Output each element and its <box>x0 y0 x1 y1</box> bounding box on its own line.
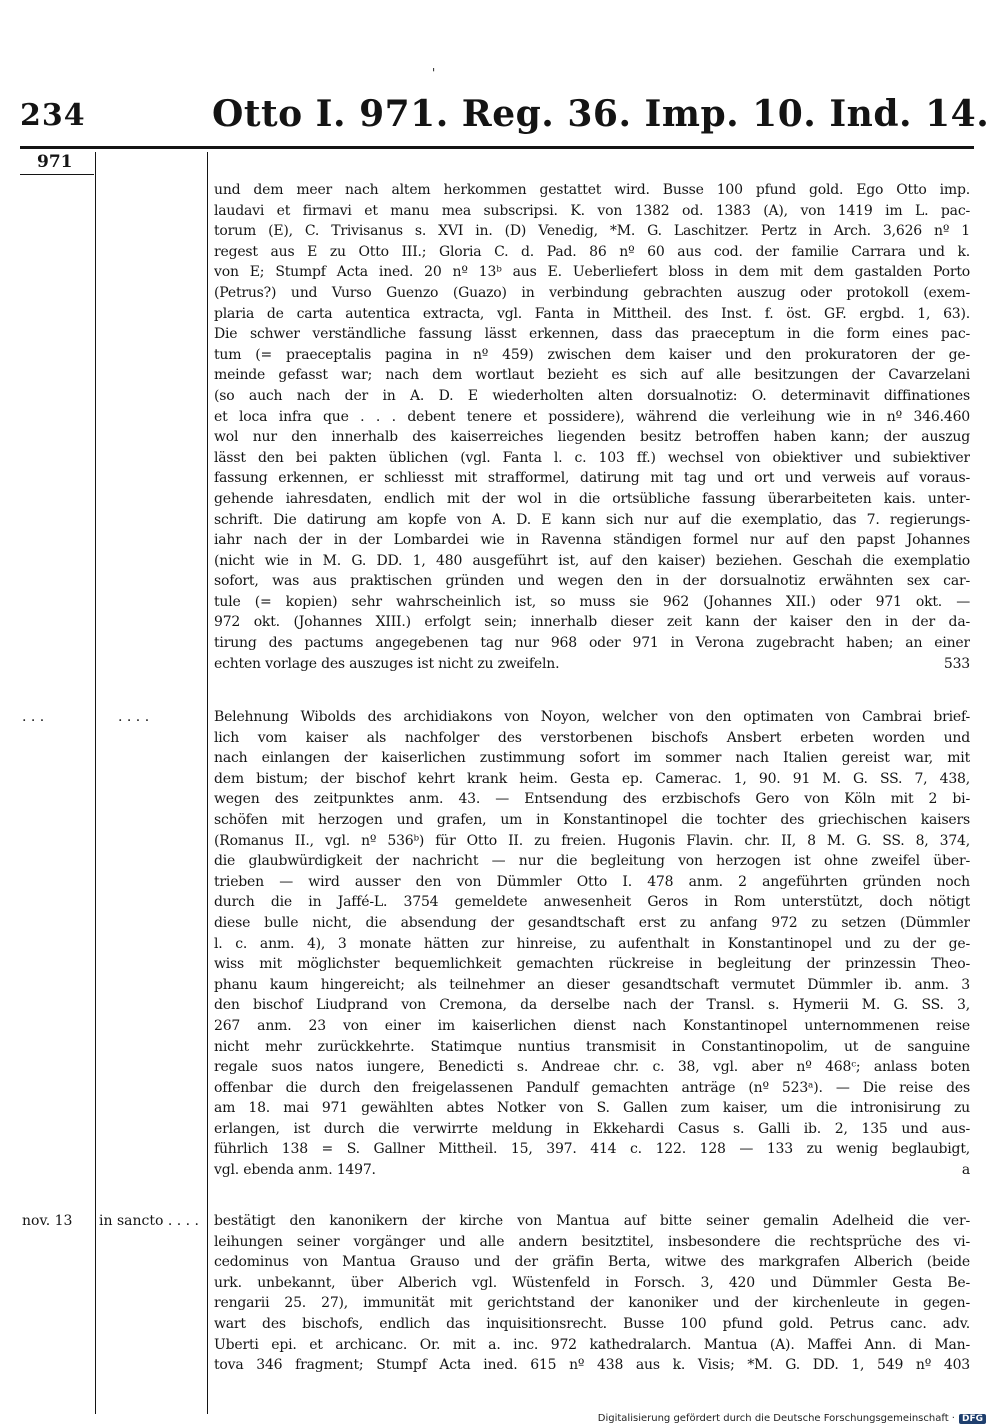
text-line: vgl. ebenda anm. 1497. <box>214 1162 376 1179</box>
text-line: cedominus von Mantua Grauso und der gräfin Berta, witwe des markgrafen Alberich (beide <box>214 1254 970 1271</box>
entry-533-text <box>214 180 970 674</box>
text-line: plaria de carta autentica extracta, vgl. Fanta in Mittheil. des Inst. f. öst. GF. ergbd. 1, 63). <box>214 305 970 322</box>
entry-a-text <box>214 707 970 1181</box>
text-line: trieben — wird ausser den von Dümmler Otto I. 478 anm. 2 angeführten gründen noch <box>214 873 970 890</box>
text-line: die glaubwürdigkeit der nachricht — nur die begleitung von herzogen ist ohne zweifel über- <box>214 853 970 870</box>
text-line: Die schwer verständliche fassung lässt erkennen, dass das praeceptum in die form eines pac- <box>214 326 970 343</box>
text-line: echten vorlage des auszuges ist nicht zu zweifeln. <box>214 655 560 672</box>
text-line: urk. unbekannt, über Alberich vgl. Wüstenfeld in Forsch. 3, 420 und Dümmler Gesta Be- <box>214 1274 970 1291</box>
text-line: Uberti epi. et archicanc. Or. mit a. inc. 972 kathedralarch. Mantua (A). Maffei Ann. di Man- <box>214 1336 970 1353</box>
text-line: tule (= kopien) sehr wahrscheinlich ist, so muss sie 962 (Johannes XII.) oder 971 okt. — <box>214 593 970 610</box>
text-line: iahr nach der in der Lombardei wie in Ravenna ständigen formel nur auf den papst Johannes <box>214 532 970 549</box>
entry-date: . . . <box>22 709 45 725</box>
text-line: wegen des zeitpunktes anm. 43. — Entsendung des erzbischofs Gero von Köln mit 2 bi- <box>214 791 970 808</box>
text-line: erlangen, ist durch die verwirrte meldung in Ekkehardi Casus s. Galli ib. 2, 135 und aus- <box>214 1120 970 1137</box>
text-line: fassung erkennen, er schliesst mit strafformel, datirung mit tag und ort und verweis auf voraus- <box>214 470 970 487</box>
text-line: laudavi et firmavi et manu mea subscripsi. K. von 1382 od. 1383 (A), von 1419 im L. pac- <box>214 202 970 219</box>
text-line: diese bulle nicht, die absendung der gesandtschaft erst zu anfang 972 zu setzen (Dümmler <box>214 914 970 931</box>
register-number: a <box>961 1162 970 1179</box>
entry-533-last-line <box>214 654 970 675</box>
text-line: wart des bischofs, endlich das inquisitionsrecht. Busse 100 pfund gold. Petrus canc. adv. <box>214 1315 970 1332</box>
text-line: den bischof Liudprand von Cremona, da derselbe nach der Transl. s. Hymerii M. G. SS. 3, <box>214 997 970 1014</box>
digitization-footer <box>598 1413 986 1424</box>
stray-mark: ' <box>432 66 436 80</box>
text-line: et loca infra que . . . debent tenere et possidere), während die verleihung wie in nº 346.460 <box>214 408 970 425</box>
entry-a-last-line <box>214 1160 970 1181</box>
text-line: tum (= praeceptalis pagina in nº 459) zwischen dem kaiser und den prokuratoren der ge- <box>214 346 970 363</box>
text-line: rengarii 25. 27), immunität mit gerichtstand der kanoniker und der kirchenleute in gegen- <box>214 1295 970 1312</box>
text-line: tirung des pactums angegebenen tag nur 968 oder 971 in Verona zugebracht haben; an einer <box>214 635 970 652</box>
text-line: offenbar die durch den freigelassenen Pandulf gemachten anträge (nº 523ᵃ). — Die reise des <box>214 1079 970 1096</box>
column-divider-place <box>207 152 208 1414</box>
text-line: regale suos natos iungere, Benedicti s. Andreae chr. c. 38, vgl. aber nº 468ᶜ; anlass boten <box>214 1059 970 1076</box>
text-line: regest aus E zu Otto III.; Gloria C. d. Pad. 86 nº 60 aus cod. der familie Carrara und k. <box>214 243 970 260</box>
text-line: 267 anm. 23 von einer im kaiserlichen dienst nach Konstantinopel unternommenen reise <box>214 1017 970 1034</box>
footer-text: Digitalisierung gefördert durch die Deutsche Forschungsgemeinschaft · <box>597 1413 955 1424</box>
text-line: torum (E), C. Trivisanus s. XVI in. (D) Venedig, *M. G. Laschitzer. Pertz in Arch. 3,626 nº 1 <box>214 223 970 240</box>
text-line: nach einlangen der kaiserlichen zustimmung sofort im sommer nach Italien gereist war, mit <box>214 750 970 767</box>
text-line: nicht mehr zurückkehrte. Statimque nuntius transmisit in Constantinopolim, ut de sanguine <box>214 1038 970 1055</box>
text-line: schrift. Die datirung am kopfe von A. D. E kann sich nur auf die exemplatio, das 7. regierungs- <box>214 511 970 528</box>
text-line: durch die in Jaffé-L. 3754 gemeldete anwesenheit Geros in Rom unterstützt, doch nötigt <box>214 894 970 911</box>
text-line: (Romanus II., vgl. nº 536ᵇ) für Otto II. zu freien. Hugonis Flavin. chr. II, 8 M. G. SS. 8, 374, <box>214 832 970 849</box>
text-line: gehende iahresdaten, endlich mit der wol in die ortsübliche fassung überarbeiteten kais. unter- <box>214 490 970 507</box>
year-rule <box>20 174 94 175</box>
text-line: lich vom kaiser als nachfolger des verstorbenen bischofs Ansbert erbeten worden und <box>214 729 970 746</box>
text-line: von E; Stumpf Acta ined. 20 nº 13ᵇ aus E. Ueberliefert bloss in dem mit dem gastalden Porto <box>214 264 970 281</box>
entry-date: nov. 13 <box>22 1213 73 1229</box>
text-line: wol nur den innerhalb des kaiserreiches liegenden besitz betroffen haben kann; der auszug <box>214 429 970 446</box>
text-line: phanu kaum hingereicht; als teilnehmer an dieser gesandtschaft vermutet Dümmler ib. anm. 3 <box>214 976 970 993</box>
register-number: 533 <box>943 655 970 672</box>
page-number: 234 <box>20 98 86 133</box>
text-line: bestätigt den kanonikern der kirche von Mantua auf bitte seiner gemalin Adelheid die ver- <box>214 1213 970 1229</box>
text-line: führlich 138 = S. Gallner Mittheil. 15, 397. 414 c. 122. 128 — 133 zu wenig beglaubigt, <box>214 1141 970 1158</box>
entry-nov13-text <box>214 1211 970 1376</box>
text-line: (so auch nach der in A. D. E wiederholten alten dorsualnotiz: O. determinavit diffinationes <box>214 387 970 404</box>
running-title: Otto I. 971. Reg. 36. Imp. 10. Ind. 14. <box>212 93 990 135</box>
text-line: (Petrus?) und Vurso Guenzo (Guazo) in verbindung gebrachten auszug oder protokoll (exem- <box>214 284 970 301</box>
text-line: schöfen mit herzogen und grafen, um in Konstantinopel die tochter des griechischen kaisers <box>214 811 970 828</box>
entry-place: . . . . <box>118 709 150 725</box>
text-line: tova 346 fragment; Stumpf Acta ined. 615 nº 438 aus k. Visis; *M. G. DD. 1, 549 nº 403 <box>214 1357 970 1374</box>
text-line: leihungen seiner vorgänger und alle andern besitztitel, insbesondere die rechtsprüche des vi- <box>214 1233 970 1250</box>
text-line: sofort, was aus praktischen gründen und wegen den in der dorsualnotiz erwähnten sex car- <box>214 573 970 590</box>
text-line: Belehnung Wibolds des archidiakons von Noyon, welcher von den optimaten von Cambrai brief- <box>214 709 970 725</box>
text-line: wiss mit möglichster bequemlichkeit gemachten rückreise in begleitung der prinzessin Theo- <box>214 956 970 973</box>
text-line: meinde gefasst war; nach dem wortlaut bezieht es sich auf alle besitzungen der Cavarzelani <box>214 367 970 384</box>
text-line: l. c. anm. 4), 3 monate hätten zur hinreise, zu aufenthalt in Konstantinopel und zu der ge- <box>214 935 970 952</box>
text-line: 972 okt. (Johannes XIII.) erfolgt sein; innerhalb dieser zeit kann der kaiser den in der da- <box>214 614 970 631</box>
year-label: 971 <box>37 152 73 172</box>
dfg-logo-icon: DFG <box>959 1414 986 1424</box>
text-line: am 18. mai 971 gewählten abtes Notker von S. Gallen zum kaiser, um die intronisirung zu <box>214 1100 970 1117</box>
text-line: dem bistum; der bischof kehrt krank heim. Gesta ep. Camerac. 1, 90. 91 M. G. SS. 7, 438, <box>214 770 970 787</box>
entry-place: in sancto . . . . <box>99 1213 199 1229</box>
header-rule <box>20 146 974 149</box>
column-divider-date <box>95 152 96 1414</box>
text-line: lässt den bei pakten üblichen (vgl. Fanta l. c. 103 ff.) wechsel von obiektiver und subiektiver <box>214 449 970 466</box>
text-line: und dem meer nach altem herkommen gestattet wird. Busse 100 pfund gold. Ego Otto imp. <box>214 182 970 198</box>
text-line: (nicht wie in M. G. DD. 1, 480 ausgeführt ist, auf den kaiser) beziehen. Geschah die exemplatio <box>214 552 970 569</box>
